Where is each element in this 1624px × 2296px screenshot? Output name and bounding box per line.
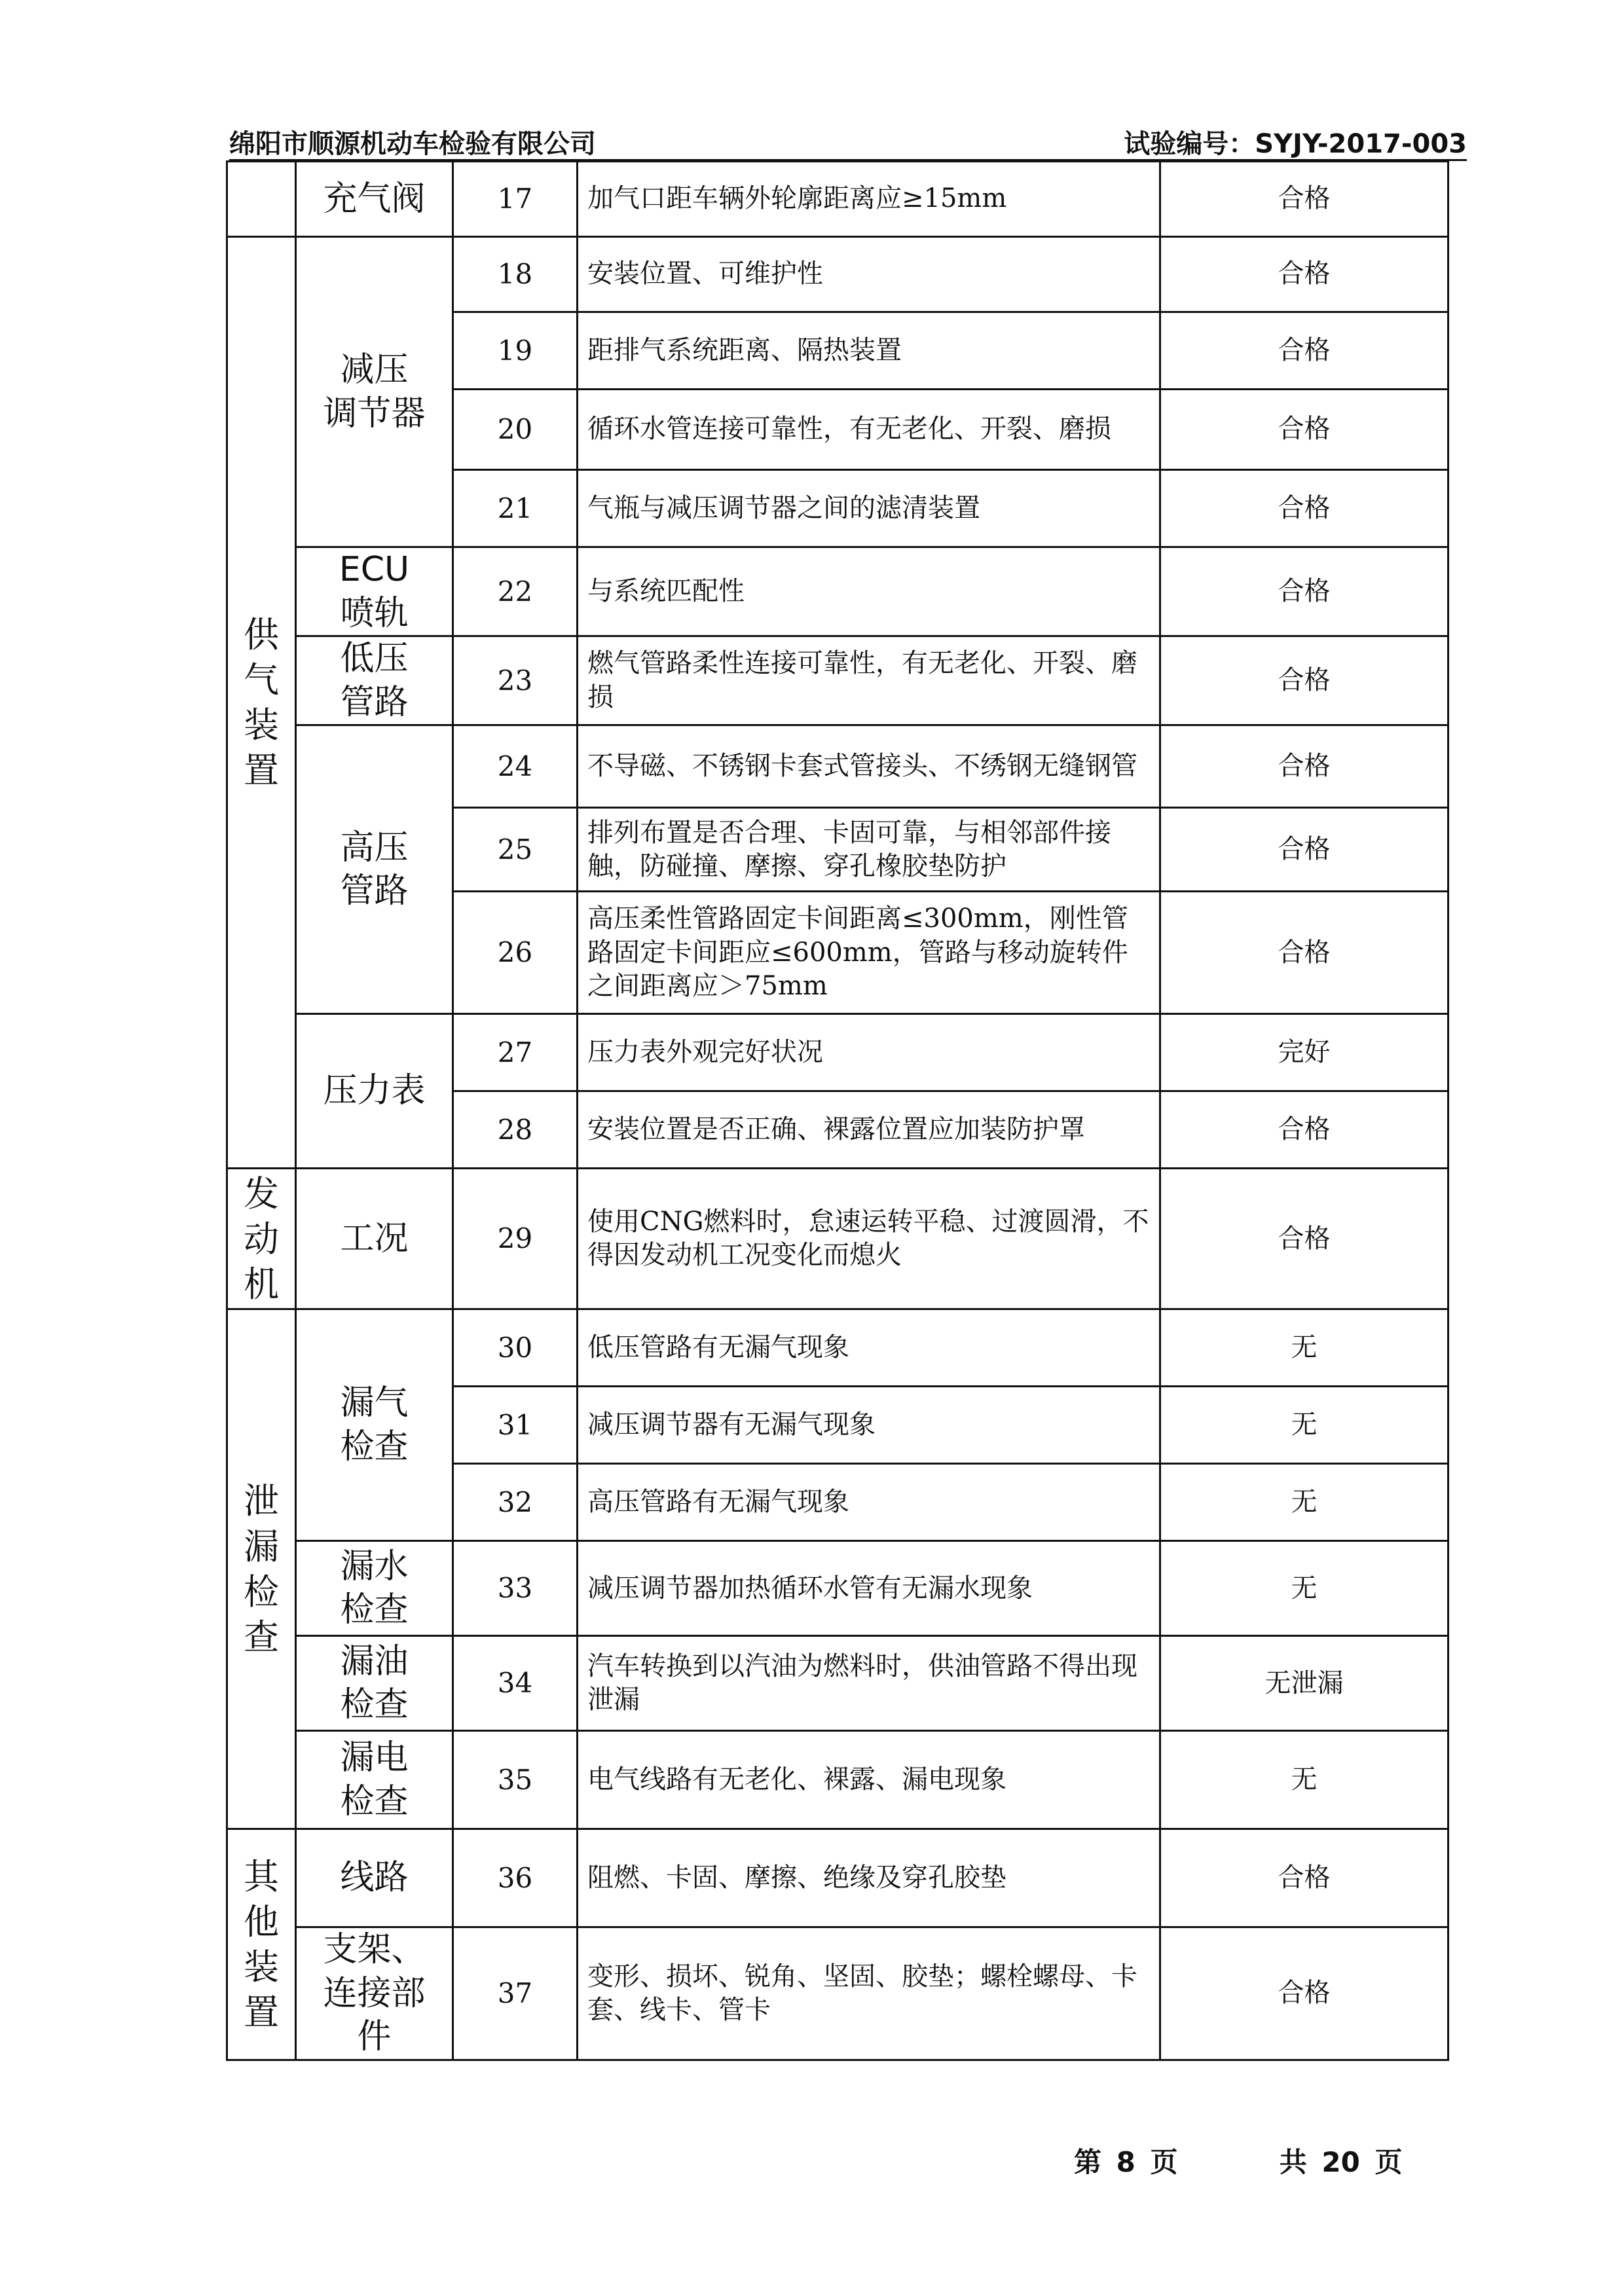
component-wiring: 线路 [296,1829,453,1927]
component-pressure-regulator: 减压 调节器 [296,237,453,547]
component-high-pressure-pipe: 高压 管路 [296,725,453,1014]
item-requirement: 安装位置、可维护性 [578,237,1160,312]
item-number: 37 [453,1927,578,2060]
item-requirement: 燃气管路柔性连接可靠性，有无老化、开裂、磨损 [578,636,1160,725]
page-header [229,115,1467,160]
component-low-pressure-pipe: 低压 管路 [296,636,453,725]
item-number: 31 [453,1387,578,1464]
item-number: 19 [453,312,578,390]
item-result: 合格 [1160,808,1449,892]
item-number: 18 [453,237,578,312]
item-number: 36 [453,1829,578,1927]
company-name: 绵阳市顺源机动车检验有限公司 [229,129,596,159]
item-result: 无 [1160,1464,1449,1541]
component-filling-valve: 充气阀 [296,162,453,237]
item-requirement: 排列布置是否合理、卡固可靠，与相邻部件接触，防碰撞、摩擦、穿孔橡胶垫防护 [578,808,1160,892]
item-result: 合格 [1160,1829,1449,1927]
category-other: 其 他 装 置 [227,1829,296,2060]
item-result: 合格 [1160,1169,1449,1309]
item-number: 17 [453,162,578,237]
page-footer [1074,2141,1403,2180]
item-result: 无泄漏 [1160,1636,1449,1731]
component-ecu-rail: ECU 喷轨 [296,547,453,636]
item-result: 完好 [1160,1014,1449,1091]
item-number: 27 [453,1014,578,1091]
item-requirement: 高压管路有无漏气现象 [578,1464,1160,1541]
item-result: 合格 [1160,636,1449,725]
item-number: 26 [453,892,578,1014]
item-requirement: 加气口距车辆外轮廓距离应≥15mm [578,162,1160,237]
component-water-leak-check: 漏水 检查 [296,1541,453,1636]
item-requirement: 变形、损坏、锐角、坚固、胶垫；螺栓螺母、卡套、线卡、管卡 [578,1927,1160,2060]
item-result: 合格 [1160,1091,1449,1169]
item-result: 合格 [1160,547,1449,636]
page-prefix: 第 [1074,2146,1102,2178]
table-row [227,1014,1449,1091]
item-result: 合格 [1160,470,1449,547]
item-result: 合格 [1160,1927,1449,2060]
item-requirement: 循环水管连接可靠性，有无老化、开裂、磨损 [578,390,1160,470]
table-row [227,1927,1449,2060]
item-result: 无 [1160,1731,1449,1829]
item-number: 21 [453,470,578,547]
item-number: 22 [453,547,578,636]
total-unit: 页 [1375,2146,1403,2178]
table-row [227,547,1449,636]
item-requirement: 汽车转换到以汽油为燃料时，供油管路不得出现泄漏 [578,1636,1160,1731]
item-result: 合格 [1160,237,1449,312]
item-requirement: 与系统匹配性 [578,547,1160,636]
table-row [227,162,1449,237]
table-row [227,1169,1449,1309]
page-number: 8 [1116,2146,1135,2178]
item-number: 28 [453,1091,578,1169]
item-result: 合格 [1160,312,1449,390]
table-row [227,1541,1449,1636]
total-prefix: 共 [1279,2146,1307,2178]
item-requirement: 减压调节器加热循环水管有无漏水现象 [578,1541,1160,1636]
category-gas-supply: 供 气 装 置 [227,237,296,1169]
item-number: 32 [453,1464,578,1541]
table-row [227,237,1449,312]
total-pages: 20 [1321,2146,1360,2178]
item-requirement: 距排气系统距离、隔热装置 [578,312,1160,390]
item-requirement: 低压管路有无漏气现象 [578,1309,1160,1387]
item-result: 合格 [1160,892,1449,1014]
item-result: 合格 [1160,162,1449,237]
item-result: 无 [1160,1541,1449,1636]
category-leak-check: 泄 漏 检 查 [227,1309,296,1829]
item-requirement: 使用CNG燃料时，怠速运转平稳、过渡圆滑，不得因发动机工况变化而熄火 [578,1169,1160,1309]
item-requirement: 不导磁、不锈钢卡套式管接头、不绣钢无缝钢管 [578,725,1160,808]
item-requirement: 高压柔性管路固定卡间距离≤300mm，刚性管路固定卡间距应≤600mm，管路与移动旋转件之间距离应＞75mm [578,892,1160,1014]
item-number: 20 [453,390,578,470]
item-result: 合格 [1160,725,1449,808]
component-gas-leak-check: 漏气 检查 [296,1309,453,1541]
item-number: 35 [453,1731,578,1829]
item-result: 无 [1160,1309,1449,1387]
table-row [227,636,1449,725]
item-requirement: 压力表外观完好状况 [578,1014,1160,1091]
component-pressure-gauge: 压力表 [296,1014,453,1169]
item-number: 24 [453,725,578,808]
item-number: 25 [453,808,578,892]
item-number: 34 [453,1636,578,1731]
item-requirement: 气瓶与减压调节器之间的滤清装置 [578,470,1160,547]
item-number: 30 [453,1309,578,1387]
test-number: 试验编号：SYJY-2017-003 [1124,129,1467,159]
item-requirement: 安装位置是否正确、裸露位置应加装防护罩 [578,1091,1160,1169]
item-number: 29 [453,1169,578,1309]
component-bracket: 支架、 连接部 件 [296,1927,453,2060]
item-requirement: 电气线路有无老化、裸露、漏电现象 [578,1731,1160,1829]
page-unit: 页 [1150,2146,1178,2178]
component-working-condition: 工况 [296,1169,453,1309]
item-requirement: 阻燃、卡固、摩擦、绝缘及穿孔胶垫 [578,1829,1160,1927]
category-engine: 发 动 机 [227,1169,296,1309]
item-result: 合格 [1160,390,1449,470]
table-row [227,1636,1449,1731]
table-row [227,725,1449,808]
category-cell-continued [227,162,296,237]
item-number: 33 [453,1541,578,1636]
item-result: 无 [1160,1387,1449,1464]
item-requirement: 减压调节器有无漏气现象 [578,1387,1160,1464]
inspection-table [226,160,1449,2061]
component-electric-leak-check: 漏电 检查 [296,1731,453,1829]
table-row [227,1829,1449,1927]
table-row [227,1731,1449,1829]
table-row [227,1309,1449,1387]
item-number: 23 [453,636,578,725]
component-oil-leak-check: 漏油 检查 [296,1636,453,1731]
